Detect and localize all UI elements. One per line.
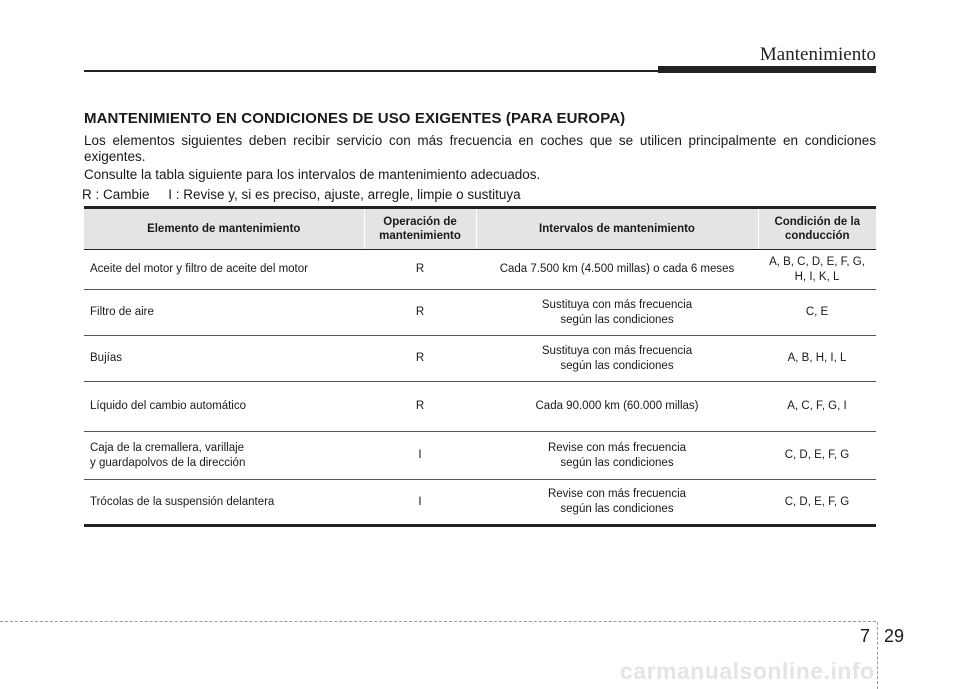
watermark-text: carmanualsonline.info bbox=[620, 658, 875, 684]
cell-condition-line: C, E bbox=[805, 306, 829, 318]
section-title: MANTENIMIENTO EN CONDICIONES DE USO EXIGENTES (PARA EUROPA) bbox=[84, 110, 626, 127]
cell-interval-line: Revise con más frecuencia bbox=[547, 441, 687, 454]
cell-operation: R bbox=[364, 290, 476, 336]
cell-element-line: Bujías bbox=[90, 352, 122, 364]
cell-element-line: Líquido del cambio automático bbox=[90, 400, 246, 412]
cell-element bbox=[84, 290, 364, 336]
cell-element-line: Caja de la cremallera, varillaje bbox=[90, 441, 245, 454]
header-operation bbox=[364, 208, 476, 250]
cell-interval bbox=[476, 480, 758, 526]
cell-element-line: Trócolas de la suspensión delantera bbox=[90, 495, 275, 508]
cell-operation: I bbox=[364, 480, 476, 526]
table-row bbox=[84, 382, 876, 432]
page-header-title: Mantenimiento bbox=[759, 44, 876, 65]
maintenance-table bbox=[84, 206, 876, 527]
header-condition bbox=[758, 208, 876, 250]
cell-operation: R bbox=[364, 336, 476, 382]
cell-interval bbox=[476, 382, 758, 432]
header-interval: Intervalos de mantenimiento bbox=[476, 208, 758, 250]
table-row bbox=[84, 480, 876, 526]
cell-condition-line: A, C, F, G, I bbox=[787, 400, 847, 412]
cell-condition-line: H, I, K, L bbox=[794, 270, 840, 283]
cell-interval-line: Cada 90.000 km (60.000 millas) bbox=[535, 400, 699, 412]
cell-element bbox=[84, 382, 364, 432]
intro-paragraph: Los elementos siguientes deben recibir servicio con más frecuencia en coches que se utilicen principalmente en condiciones exigentes. bbox=[84, 133, 876, 164]
header-condition-line-2: conducción bbox=[784, 230, 850, 242]
cell-interval bbox=[476, 250, 758, 290]
header-rule-thick bbox=[658, 66, 876, 73]
cell-interval-line: según las condiciones bbox=[560, 313, 674, 326]
cell-operation: R bbox=[364, 382, 476, 432]
section-content bbox=[84, 110, 876, 203]
cell-interval-line: Sustituya con más frecuencia bbox=[541, 344, 693, 357]
table-row bbox=[84, 290, 876, 336]
table-row bbox=[84, 336, 876, 382]
intro-paragraph-2: Consulte la tabla siguiente para los intervalos de mantenimiento adecuados. bbox=[84, 167, 541, 182]
header-row bbox=[84, 208, 876, 250]
header-operation-line-2: mantenimiento bbox=[379, 230, 461, 242]
header-operation-line-1: Operación de bbox=[383, 216, 457, 228]
cell-condition bbox=[758, 336, 876, 382]
cell-condition bbox=[758, 290, 876, 336]
footer-dashed-rule bbox=[0, 621, 876, 622]
cell-condition bbox=[758, 432, 876, 480]
cell-interval-line: Cada 7.500 km (4.500 millas) o cada 6 meses bbox=[499, 263, 735, 275]
cell-element-line: Filtro de aire bbox=[90, 306, 154, 318]
cell-element bbox=[84, 480, 364, 526]
cell-condition-line: A, B, C, D, E, F, G, bbox=[769, 255, 865, 268]
cell-condition bbox=[758, 480, 876, 526]
cell-element bbox=[84, 432, 364, 480]
cell-interval-line: Revise con más frecuencia bbox=[547, 488, 687, 500]
table-row bbox=[84, 250, 876, 290]
page-number: 29 bbox=[884, 626, 905, 646]
table-row bbox=[84, 432, 876, 480]
cell-interval-line: según las condiciones bbox=[560, 456, 674, 469]
footer-dashed-divider bbox=[877, 622, 878, 689]
cell-interval-line: según las condiciones bbox=[560, 359, 674, 372]
cell-condition bbox=[758, 250, 876, 290]
cell-interval-line: según las condiciones bbox=[560, 503, 674, 515]
cell-element bbox=[84, 250, 364, 290]
cell-condition-line: A, B, H, I, L bbox=[787, 352, 847, 364]
legend-text: R : Cambie I : Revise y, si es preciso, ajuste, arregle, limpie o sustituya bbox=[82, 187, 521, 202]
section-number: 7 bbox=[859, 626, 870, 646]
cell-interval bbox=[476, 290, 758, 336]
header-element: Elemento de mantenimiento bbox=[84, 208, 364, 250]
table-header bbox=[84, 208, 876, 250]
cell-condition-line: C, D, E, F, G bbox=[784, 449, 850, 461]
header-condition-line-1: Condición de la bbox=[774, 216, 861, 228]
cell-element-line: y guardapolvos de la dirección bbox=[90, 456, 246, 469]
cell-interval-line: Sustituya con más frecuencia bbox=[541, 298, 693, 311]
cell-element bbox=[84, 336, 364, 382]
cell-operation: I bbox=[364, 432, 476, 480]
cell-interval bbox=[476, 432, 758, 480]
cell-interval bbox=[476, 336, 758, 382]
cell-operation: R bbox=[364, 250, 476, 290]
cell-condition bbox=[758, 382, 876, 432]
cell-element-line: Aceite del motor y filtro de aceite del motor bbox=[90, 263, 308, 275]
table-body bbox=[84, 250, 876, 526]
header-rule-thin bbox=[84, 70, 664, 72]
cell-condition-line: C, D, E, F, G bbox=[784, 495, 850, 508]
